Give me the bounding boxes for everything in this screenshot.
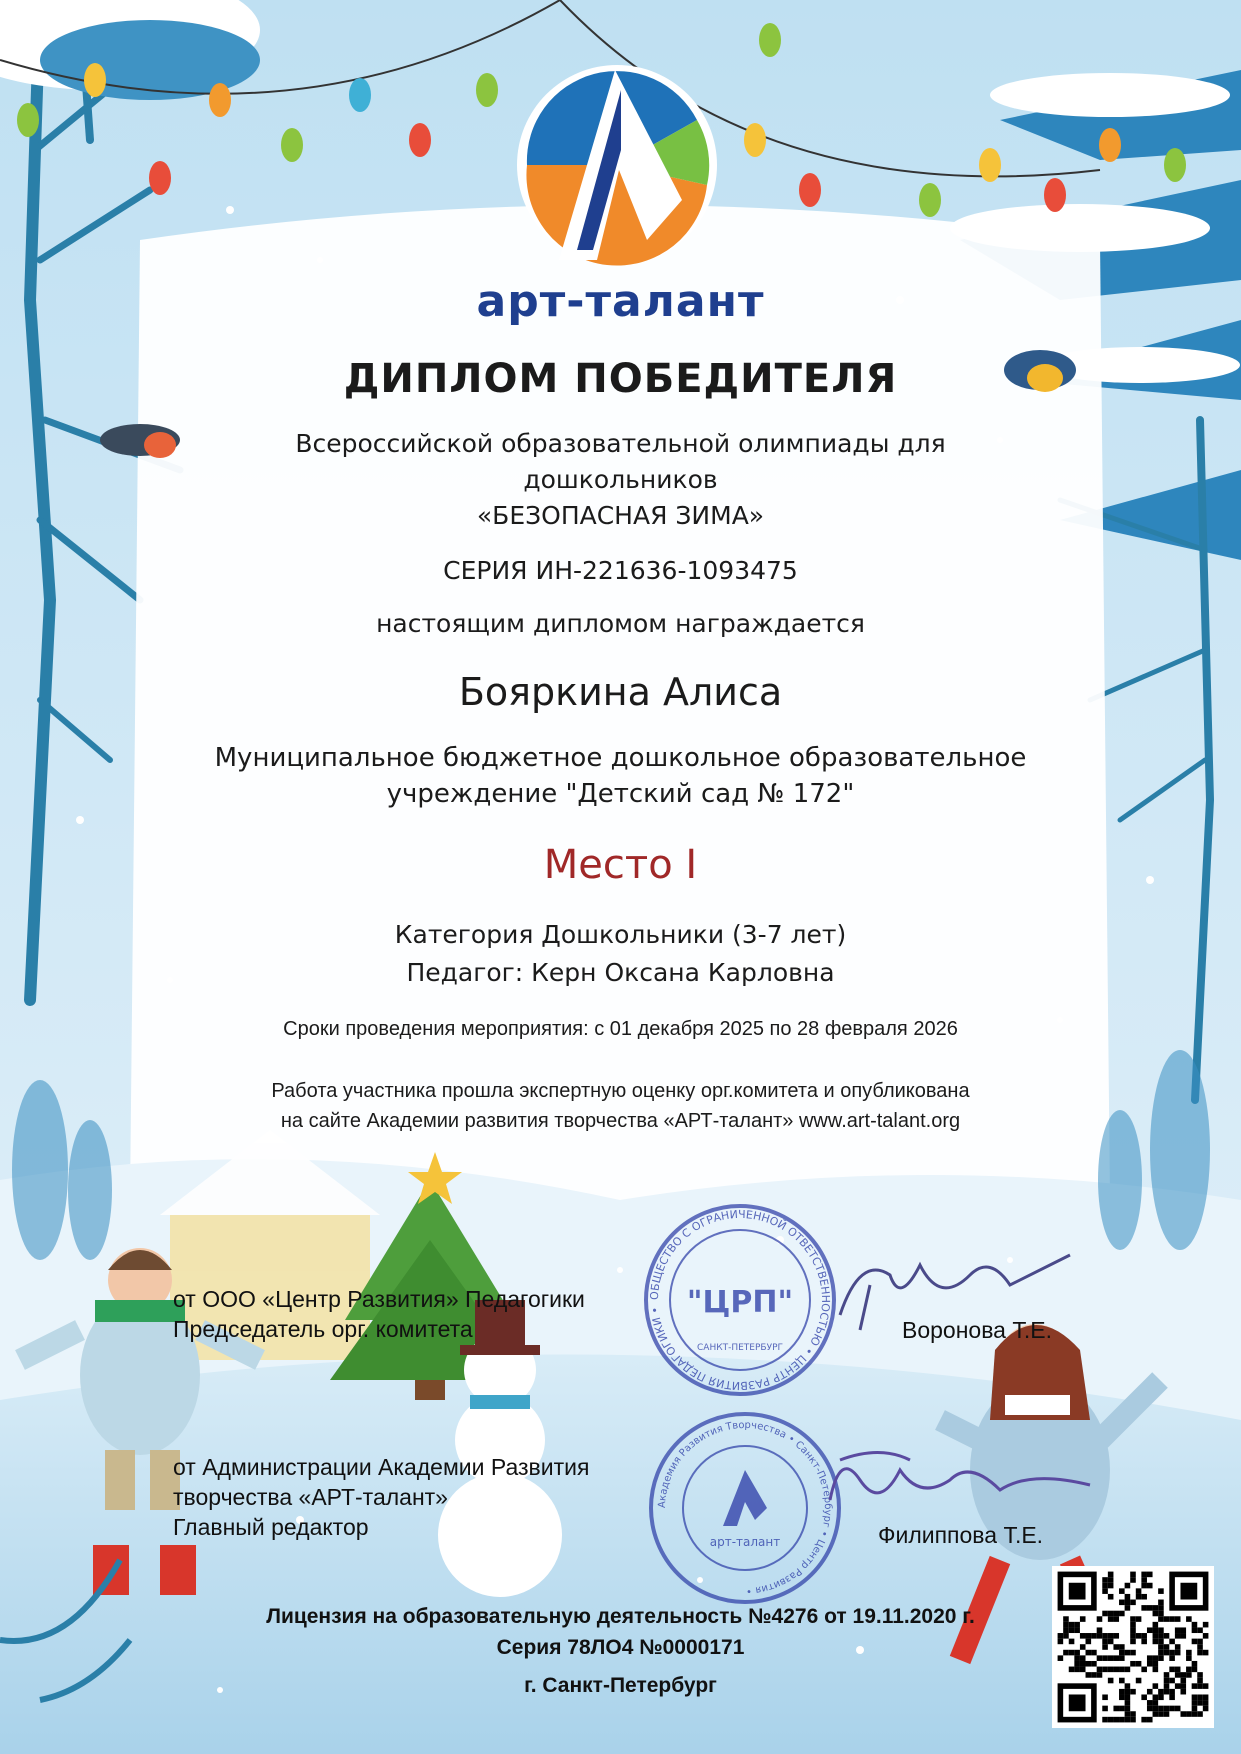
recipient-name: Бояркина Алиса (458, 670, 783, 714)
work-note-line-1: Работа участника прошла экспертную оценку орг.комитета и опубликована (271, 1080, 970, 1102)
event-dates: Сроки проведения мероприятия: с 01 декабря 2025 по 28 февраля 2026 (283, 1018, 958, 1040)
license-series: Серия 78ЛО4 №0000171 (496, 1636, 745, 1659)
diploma-title: ДИПЛОМ ПОБЕДИТЕЛЯ (343, 356, 898, 402)
olympiad-name (0, 426, 1241, 534)
stamp-icon (640, 1200, 840, 1400)
stamp-icon (645, 1408, 845, 1608)
organization (0, 740, 1241, 812)
signature-2-line-1: от Администрации Академии Развития (173, 1454, 590, 1480)
category: Категория Дошкольники (3-7 лет) (394, 920, 847, 949)
signature-2-name: Филиппова Т.Е. (878, 1522, 1044, 1548)
license: Лицензия на образовательную деятельность №4276 от 19.11.2020 г. (266, 1605, 975, 1628)
stamp-2-center: арт-талант (709, 1535, 781, 1549)
stamp-1-center: "ЦРП" (686, 1285, 794, 1320)
category-block (0, 916, 1241, 992)
award-text: настоящим дипломом награждается (376, 609, 865, 638)
work-note-line-2: на сайте Академии развития творчества «АРТ-талант» www.art-talant.org (280, 1110, 961, 1132)
signature-1-name: Воронова Т.Е. (902, 1317, 1052, 1343)
qr-code-icon[interactable] (1052, 1566, 1214, 1728)
signature-1-block (173, 1284, 585, 1344)
signature-1-line-2: Председатель орг. комитета (173, 1316, 473, 1342)
place: Место I (543, 842, 698, 888)
olympiad-line-1: Всероссийской образовательной олимпиады для (295, 429, 946, 458)
olympiad-line-2: дошкольников (523, 465, 718, 494)
stamp-1-ring: ОБЩЕСТВО С ОГРАНИЧЕННОЙ ОТВЕТСТВЕННОСТЬЮ • ЦЕНТР РАЗВИТИЯ ПЕДАГОГИКИ • (647, 1207, 833, 1393)
stamp-1-bottom: САНКТ-ПЕТЕРБУРГ (697, 1343, 783, 1353)
brand-name: арт-талант (476, 276, 765, 327)
stamp-2-ring: Академия Развития Творчества • Санкт-Петербург • Центр Развития • (656, 1419, 834, 1597)
olympiad-line-3: «БЕЗОПАСНАЯ ЗИМА» (476, 501, 765, 530)
diploma-series: СЕРИЯ ИН-221636-1093475 (443, 556, 798, 585)
teacher: Педагог: Керн Оксана Карловна (406, 958, 835, 987)
signature-icon (820, 1440, 1100, 1530)
signature-2-line-3: Главный редактор (173, 1514, 369, 1540)
signature-2-line-2: творчества «АРТ-талант» (173, 1484, 448, 1510)
organization-line-2: учреждение "Детский сад № 172" (386, 779, 855, 809)
signature-1-line-1: от ООО «Центр Развития» Педагогики (173, 1286, 585, 1312)
city: г. Санкт-Петербург (524, 1674, 717, 1697)
signature-2-block (173, 1452, 589, 1542)
work-note (0, 1076, 1241, 1136)
organization-line-1: Муниципальное бюджетное дошкольное образовательное (214, 743, 1027, 773)
